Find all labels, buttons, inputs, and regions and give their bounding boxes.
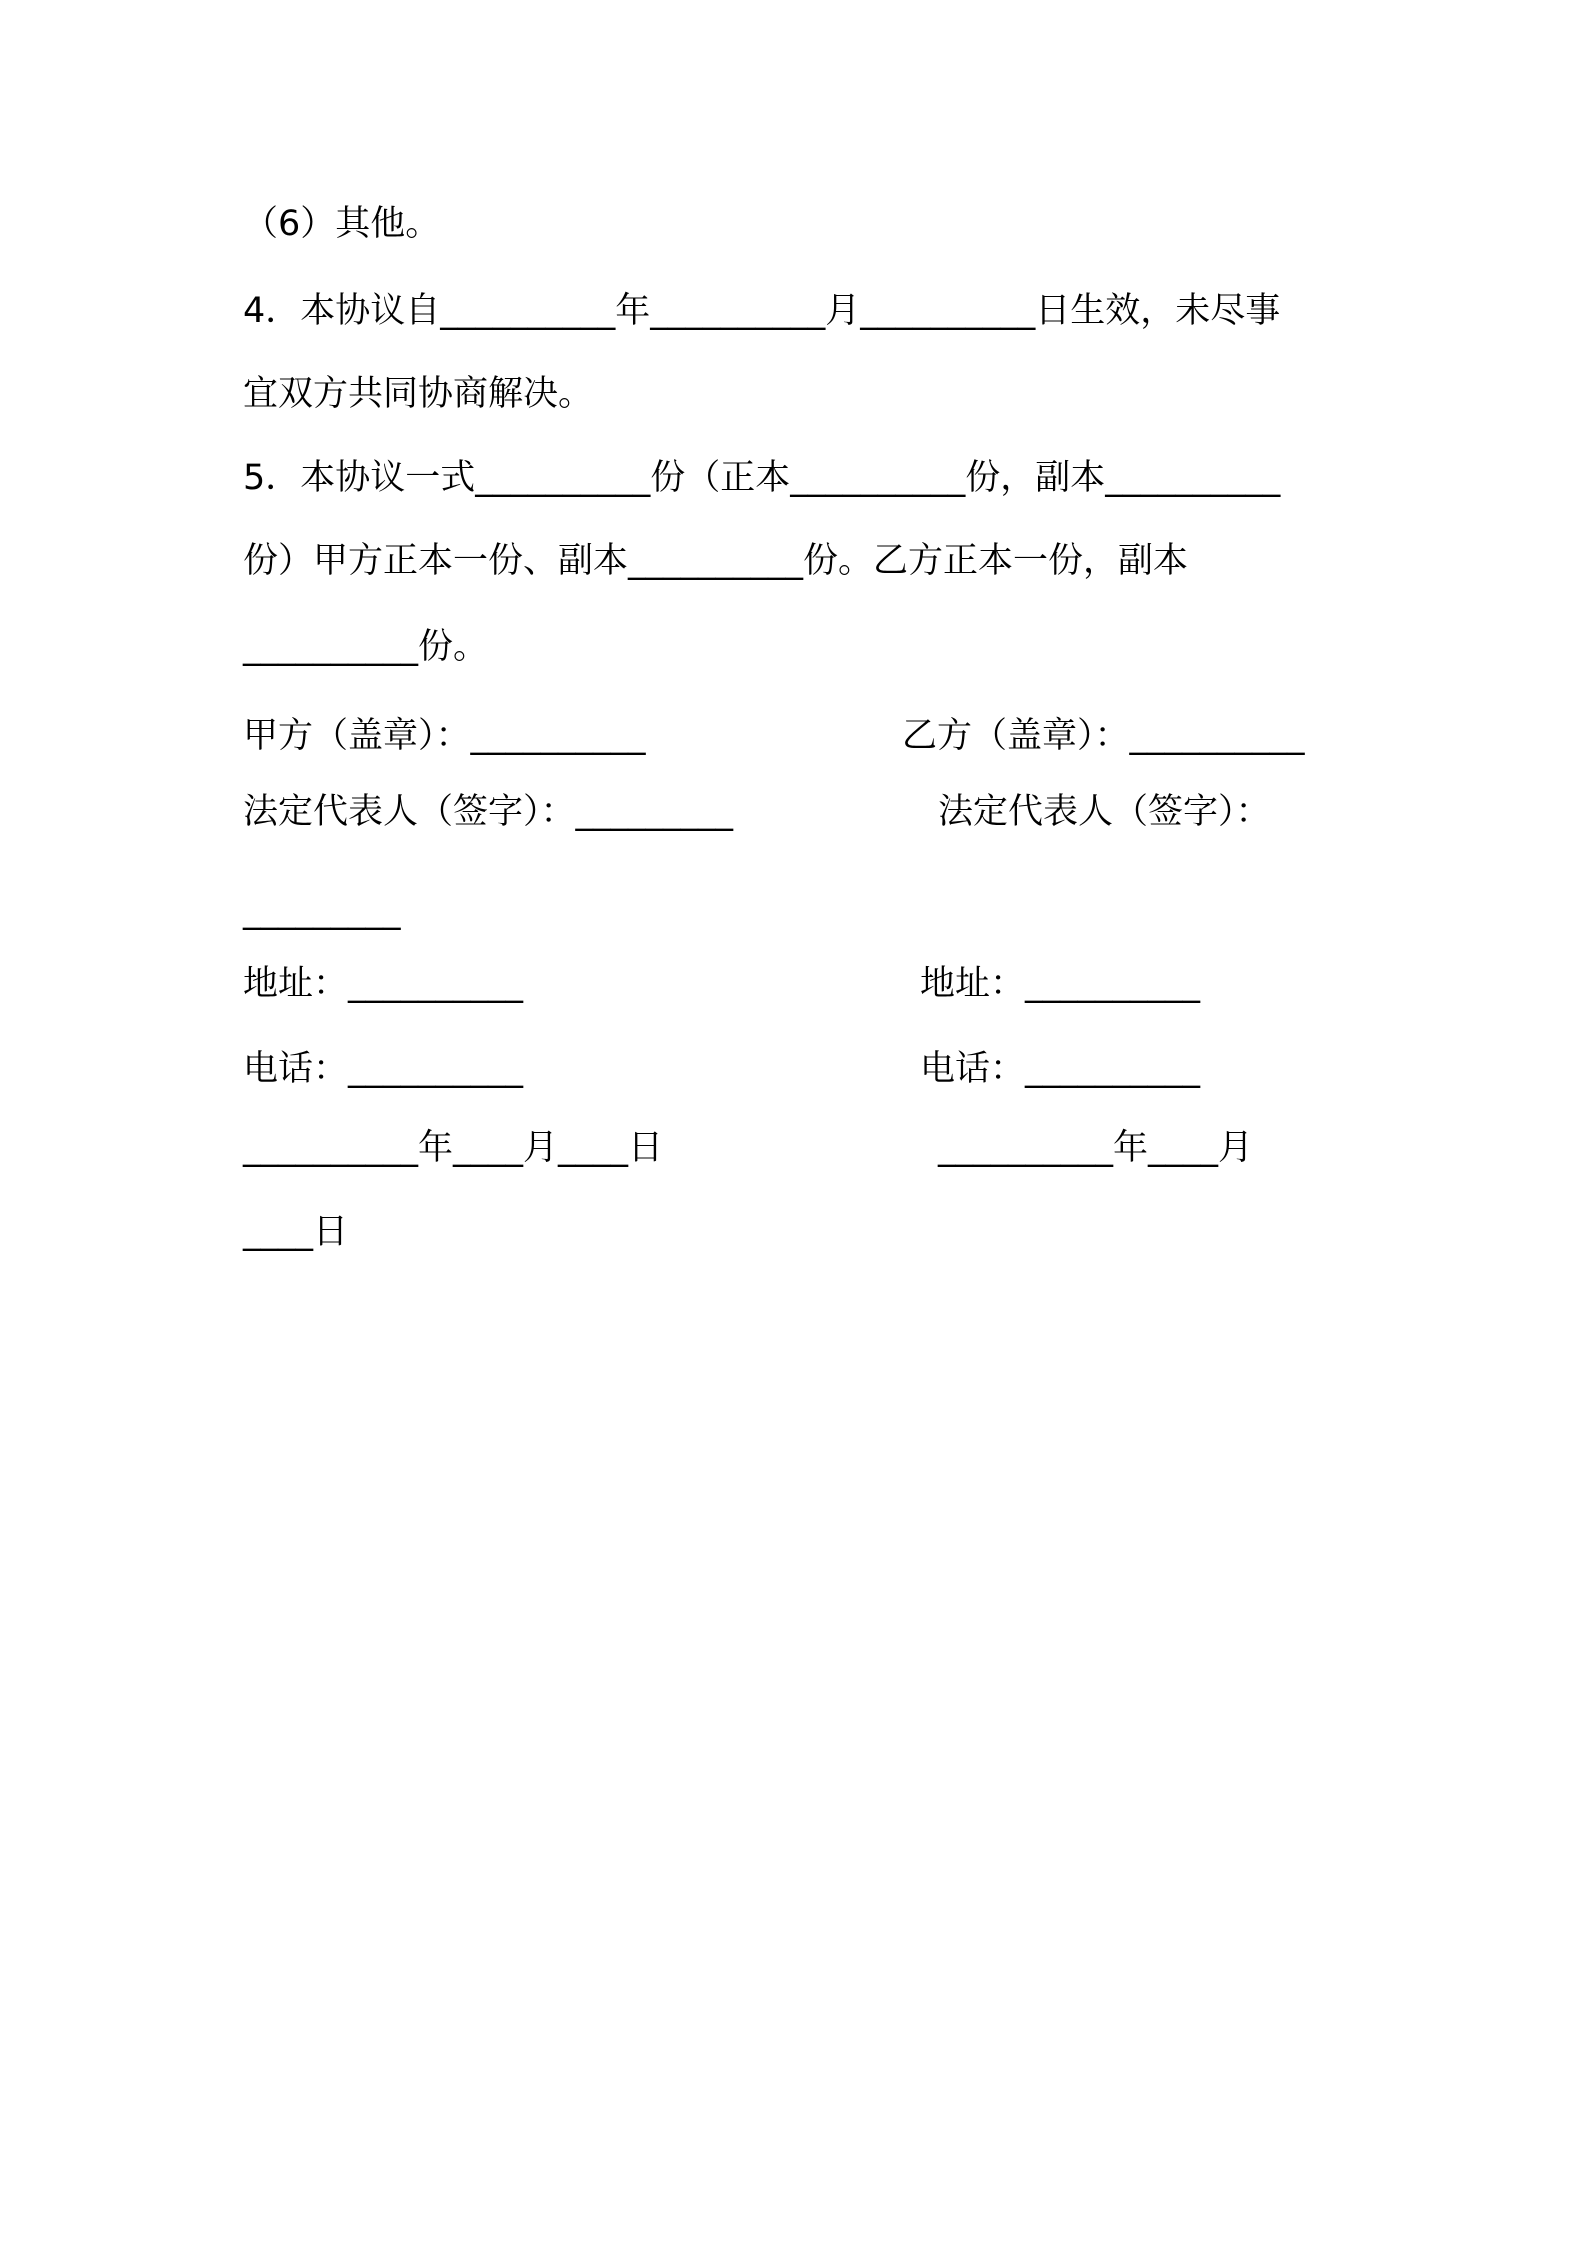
clause-4-line-2: 宜双方共同协商解决。: [243, 374, 594, 414]
clause-5-line-3: __________份。: [243, 627, 489, 667]
party-b-date-continued: ____日: [243, 1212, 349, 1252]
party-a-legal-rep-continued: _________: [243, 891, 401, 931]
party-b-legal-rep: 法定代表人（签字）：: [938, 792, 1271, 832]
clause-4-line-1: 4．本协议自__________年__________月__________日生效，未尽事: [243, 291, 1281, 331]
party-a-date: __________年____月____日: [243, 1128, 664, 1168]
clause-5-line-1: 5．本协议一式__________份（正本__________份，副本__________: [243, 458, 1281, 498]
party-b-address: 地址：__________: [920, 964, 1201, 1004]
party-a-legal-rep: 法定代表人（签字）：_________: [243, 792, 734, 832]
party-a-phone: 电话：__________: [243, 1049, 524, 1089]
clause-3-item-6: （6）其他。: [243, 204, 441, 244]
party-b-date: __________年____月: [938, 1128, 1254, 1168]
clause-5-line-2: 份）甲方正本一份、副本__________份。乙方正本一份，副本: [243, 541, 1189, 581]
party-a-address: 地址：__________: [243, 964, 524, 1004]
party-a-seal: 甲方（盖章）：__________: [243, 716, 646, 756]
party-b-phone: 电话：__________: [920, 1049, 1201, 1089]
party-b-seal: 乙方（盖章）：__________: [902, 716, 1305, 756]
